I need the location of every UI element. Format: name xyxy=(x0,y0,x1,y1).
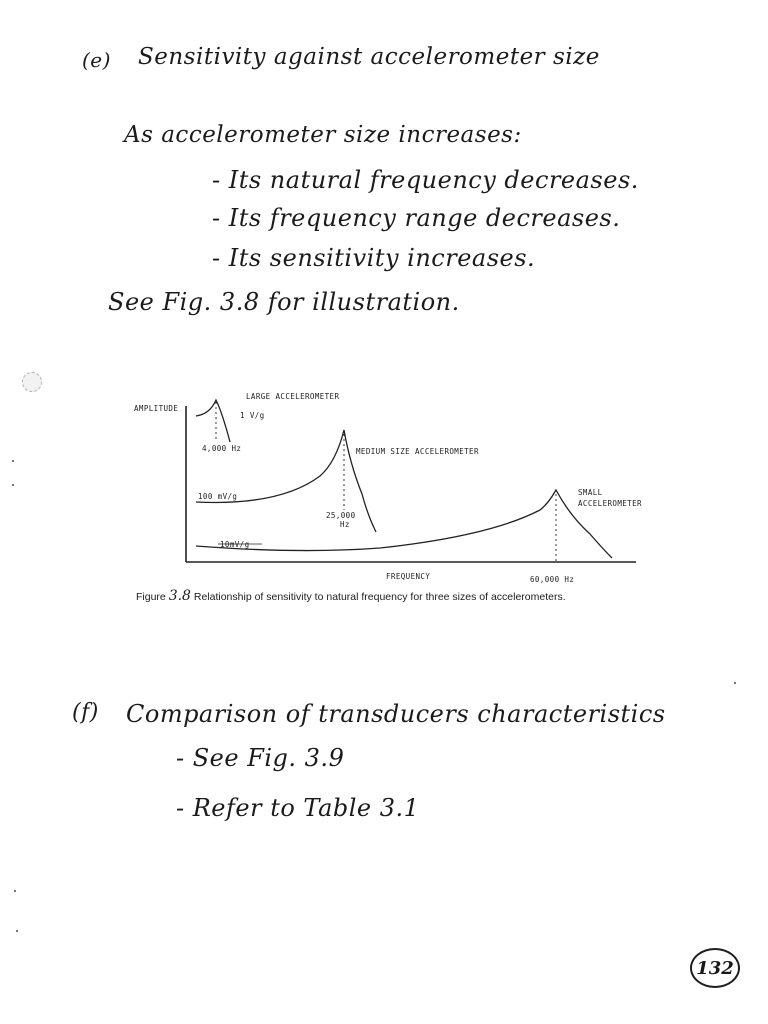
x-axis-label: FREQUENCY xyxy=(386,572,431,581)
medium-sensitivity-label: 100 mV/g xyxy=(198,492,238,501)
small-sensitivity-label: 10mV/g xyxy=(220,540,250,549)
section-e-title: Sensitivity against accelerometer size xyxy=(138,44,600,70)
large-accelerometer-curve xyxy=(196,400,230,442)
section-e-label: (e) xyxy=(82,48,111,72)
bullet-frequency-range: - Its frequency range decreases. xyxy=(212,204,621,232)
see-figure-note: See Fig. 3.8 for illustration. xyxy=(108,288,460,316)
bullet-table-3-1: - Refer to Table 3.1 xyxy=(176,794,420,822)
large-frequency-label: 4,000 Hz xyxy=(202,444,242,453)
section-f-label: (f) xyxy=(72,700,99,725)
small-accelerometer-label-line2: ACCELEROMETER xyxy=(578,499,642,508)
small-accelerometer-curve xyxy=(196,490,612,558)
scan-speck xyxy=(12,484,14,486)
section-f-title: Comparison of transducers characteristics xyxy=(126,700,666,728)
medium-frequency-label: 25,000 xyxy=(326,511,356,520)
medium-frequency-unit: Hz xyxy=(340,520,350,529)
caption-text: Relationship of sensitivity to natural frequency for three sizes of accelerometers. xyxy=(193,591,566,603)
figure-caption xyxy=(136,590,656,603)
scan-speck xyxy=(12,460,14,462)
punch-hole-mark xyxy=(22,372,42,392)
scan-speck xyxy=(734,682,736,684)
page-number: 132 xyxy=(690,948,740,988)
scan-speck xyxy=(14,890,16,892)
caption-number: 3.8 xyxy=(168,588,191,604)
bullet-sensitivity: - Its sensitivity increases. xyxy=(212,244,536,272)
large-sensitivity-label: 1 V/g xyxy=(240,411,265,420)
small-accelerometer-label-line1: SMALL xyxy=(578,488,603,497)
small-frequency-label: 60,000 Hz xyxy=(530,575,575,584)
medium-accelerometer-label: MEDIUM SIZE ACCELEROMETER xyxy=(356,447,479,456)
scan-speck xyxy=(16,930,18,932)
bullet-see-fig-3-9: - See Fig. 3.9 xyxy=(176,744,345,772)
caption-prefix: Figure xyxy=(136,591,166,603)
large-accelerometer-label: LARGE ACCELEROMETER xyxy=(246,392,340,401)
figure-3-8-chart xyxy=(130,384,660,594)
y-axis-label: AMPLITUDE xyxy=(134,404,179,413)
bullet-natural-frequency: - Its natural frequency decreases. xyxy=(212,166,639,194)
section-e-intro: As accelerometer size increases: xyxy=(124,122,522,148)
